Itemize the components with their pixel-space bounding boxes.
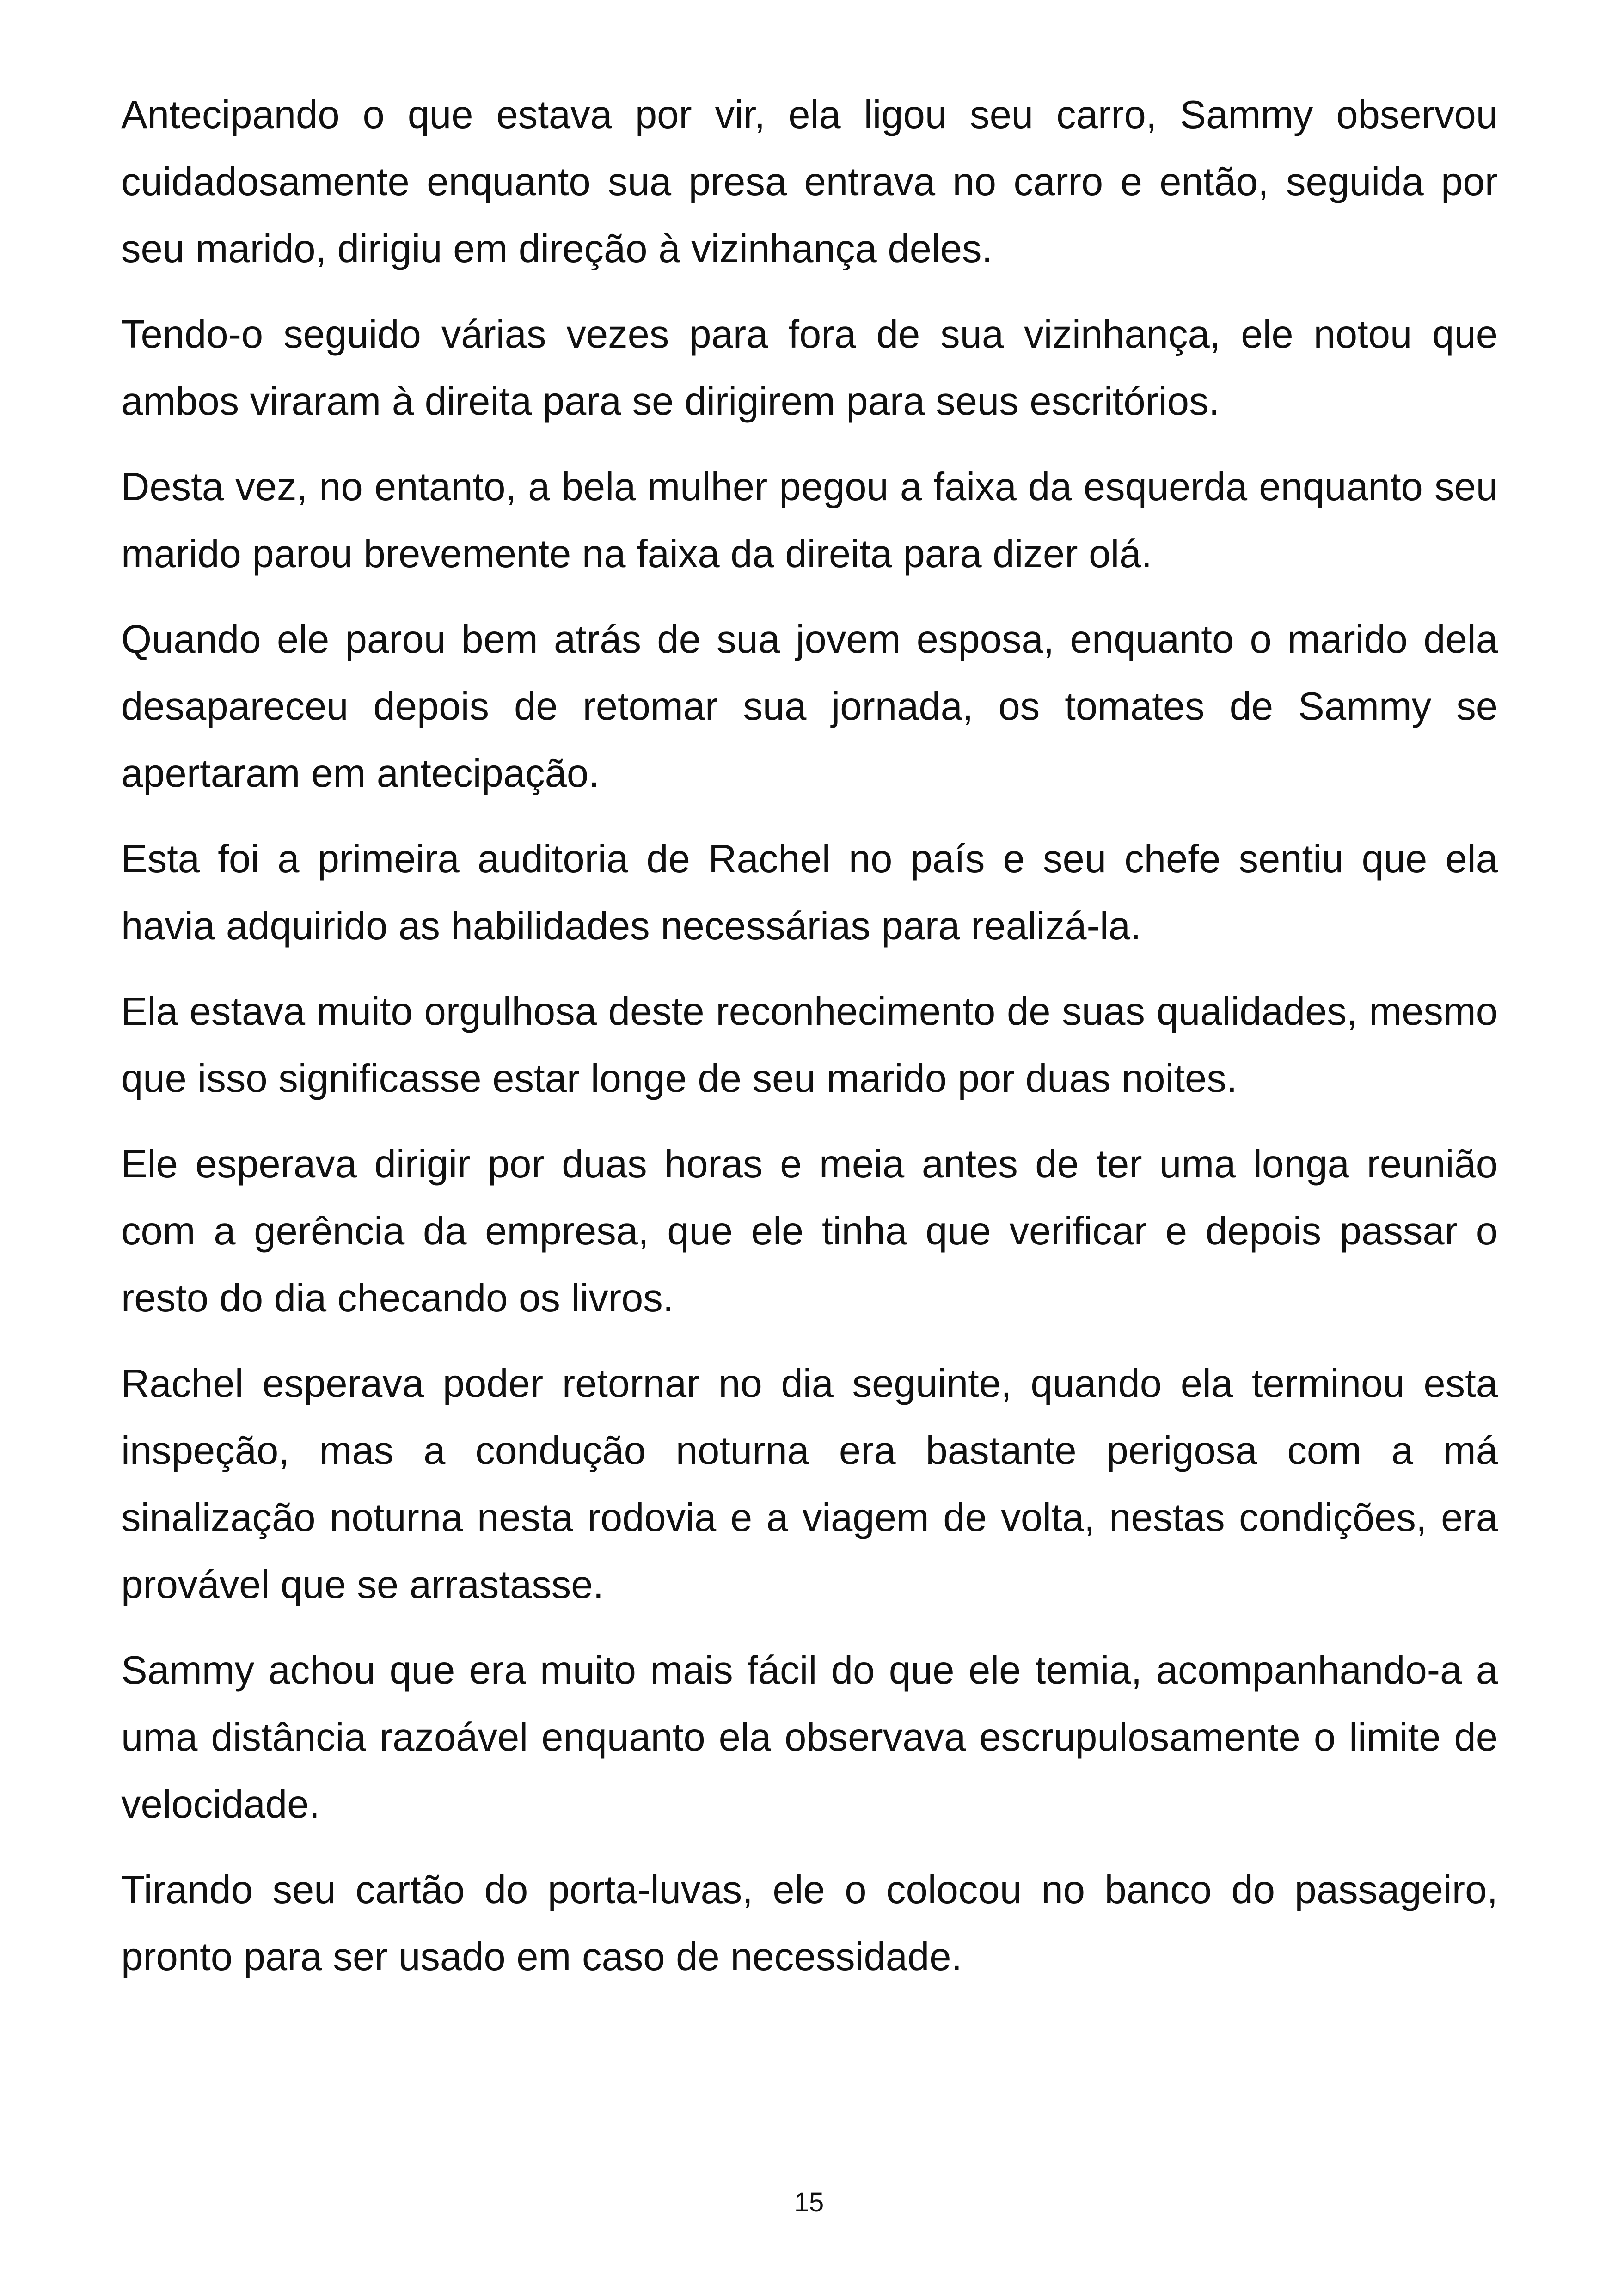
- paragraph-4: Quando ele parou bem atrás de sua jovem esposa, enquanto o marido dela desapareceu depois de retomar sua jornada, os tomates de Sammy se apertaram em antecipação.: [121, 618, 1498, 796]
- page-number: 15: [794, 2187, 824, 2217]
- paragraph-9: Sammy achou que era muito mais fácil do que ele temia, acompanhando-a a uma distância razoável enquanto ela observava escrupulosamente o limite de velocidade.: [121, 1648, 1498, 1826]
- paragraph-6: Ela estava muito orgulhosa deste reconhecimento de suas qualidades, mesmo que isso significasse estar longe de seu marido por duas noites.: [121, 990, 1498, 1101]
- paragraph-1: Antecipando o que estava por vir, ela ligou seu carro, Sammy observou cuidadosamente enquanto sua presa entrava no carro e então, seguida por seu marido, dirigiu em direção à vizinhança deles.: [121, 93, 1498, 271]
- document-body: [121, 81, 1498, 2009]
- paragraph-2: Tendo-o seguido várias vezes para fora de sua vizinhança, ele notou que ambos viraram à direita para se dirigirem para seus escritórios.: [121, 312, 1498, 423]
- paragraph-3: Desta vez, no entanto, a bela mulher pegou a faixa da esquerda enquanto seu marido parou brevemente na faixa da direita para dizer olá.: [121, 465, 1498, 576]
- paragraph-10: Tirando seu cartão do porta-luvas, ele o colocou no banco do passageiro, pronto para ser usado em caso de necessidade.: [121, 1868, 1498, 1979]
- paragraph-8: Rachel esperava poder retornar no dia seguinte, quando ela terminou esta inspeção, mas a condução noturna era bastante perigosa com a má sinalização noturna nesta rodovia e a viagem de volta, nestas condições, era provável que se arrastasse.: [121, 1362, 1498, 1607]
- paragraph-7: Ele esperava dirigir por duas horas e meia antes de ter uma longa reunião com a gerência da empresa, que ele tinha que verificar e depois passar o resto do dia checando os livros.: [121, 1142, 1498, 1320]
- paragraph-5: Esta foi a primeira auditoria de Rachel no país e seu chefe sentiu que ela havia adquirido as habilidades necessárias para realizá-la.: [121, 837, 1498, 948]
